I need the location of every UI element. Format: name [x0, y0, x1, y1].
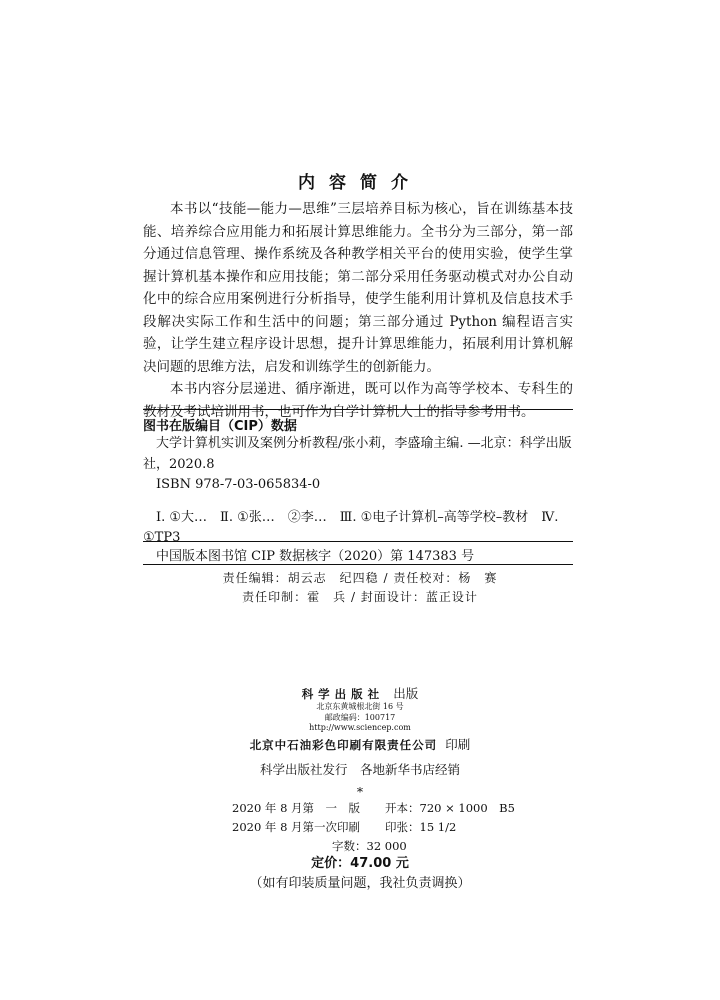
cip-citation: 大学计算机实训及案例分析教程/张小莉，李盛瑜主编. —北京：科学出版社，2020.8: [143, 436, 572, 472]
print-format: 开本：720 × 1000 B5: [385, 801, 515, 815]
cip-record-body: [143, 434, 573, 549]
publisher-role: 出版: [393, 686, 419, 701]
printer-role: 印刷: [445, 737, 471, 752]
summary-paragraph: 本书内容分层递进、循序渐进，既可以作为高等学校本、专科生的教材及考试培训用书，也可作为自学计算机人士的指导参考用书。: [143, 381, 573, 420]
publisher-name: 科学出版社: [301, 687, 385, 701]
print-sheets: 印张：15 1/2: [385, 820, 457, 834]
cip-top-rule: [143, 409, 573, 410]
quality-notice: （如有印装质量问题，我社负责调换）: [249, 876, 471, 891]
printer-line: [0, 734, 720, 753]
cip-isbn: ISBN 978-7-03-065834-0: [156, 477, 321, 492]
distribution-line: 科学出版社发行 各地新华书店经销: [259, 762, 460, 777]
publisher-address: 北京东黄城根北街 16 号: [316, 702, 404, 711]
summary-body: [143, 198, 573, 423]
printer-name: 北京中石油彩色印刷有限责任公司: [249, 738, 438, 752]
publisher-line: [0, 683, 720, 702]
publisher-postcode: 邮政编码：100717: [324, 713, 396, 722]
print-edition: 2020 年 8 月第 一 版: [232, 801, 361, 815]
summary-title: 内容简介: [298, 173, 422, 193]
print-printing: 2020 年 8 月第一次印刷: [232, 820, 361, 834]
price: 定价：47.00 元: [311, 856, 409, 871]
summary-paragraph: 本书以“技能—能力—思维”三层培养目标为核心，旨在训练基本技能、培养综合应用能力和拓展计算思维能力。全书分为三部分，第一部分通过信息管理、操作系统及各种教学相关平台的使用实验，使学生掌握计算机基本操作和应用技能；第二部分采用任务驱动模式对办公自动化中的综合应用案例进行分析指导，使学生能利用计算机及信息技术手段解决实际工作和生活中的问题；第三部分通过 Python 编程语言实验，让学生建立程序设计思想，提升计算思维能力，拓展利用计算机解决问题的思维方法，启发和训练学生的创新能力。: [143, 201, 573, 375]
cip-record-number: 中国版本图书馆 CIP 数据核字（2020）第 147383 号: [156, 549, 475, 564]
cip-classification: Ⅰ. ①大… Ⅱ. ①张… ②李… Ⅲ. ①电子计算机–高等学校–教材 Ⅳ. ①TP3: [143, 509, 559, 545]
publisher-website: http://www.sciencep.com: [309, 723, 411, 732]
credits-production: 责任印制：霍 兵 / 封面设计：蓝正设计: [242, 590, 478, 604]
credits-editors: 责任编辑：胡云志 纪四稳 / 责任校对：杨 赛: [222, 571, 498, 585]
cip-middle-rule: [143, 541, 573, 542]
cip-heading: 图书在版编目（CIP）数据: [143, 419, 297, 434]
cip-bottom-rule: [143, 564, 573, 565]
separator-star: *: [356, 784, 364, 799]
print-word-count: 字数：32 000: [332, 839, 407, 853]
